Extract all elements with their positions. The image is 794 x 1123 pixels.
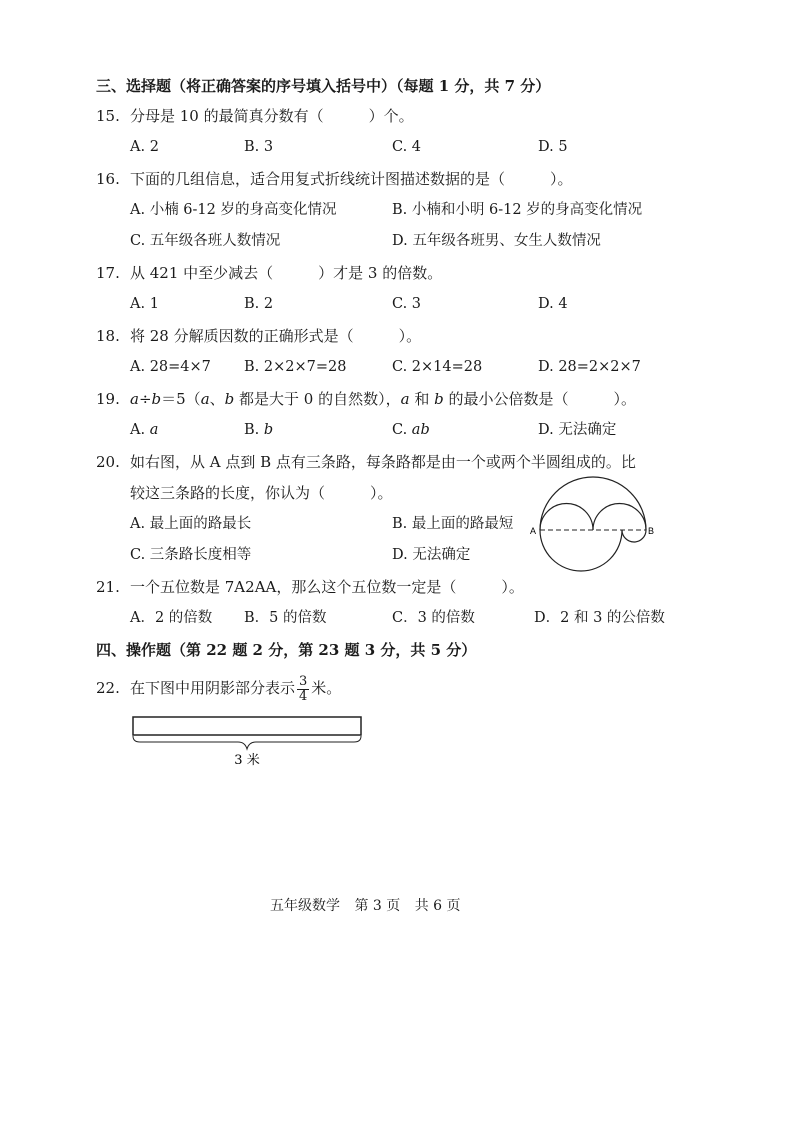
bar-rectangle xyxy=(133,717,361,735)
question-number: 15. xyxy=(96,107,120,125)
var-a: a xyxy=(130,390,139,408)
upper-small-semicircle-right xyxy=(593,504,646,531)
section-4-title: 四、操作题（第 22 题 2 分，第 23 题 3 分，共 5 分） xyxy=(96,641,477,659)
option-var: ab xyxy=(411,422,430,438)
var-b: b xyxy=(434,390,444,408)
question-text: 下面的几组信息，适合用复式折线统计图描述数据的是（ ）。 xyxy=(130,170,573,188)
bar-length-label: 3 米 xyxy=(234,753,260,768)
separator: 、 xyxy=(209,390,225,408)
question-20-line2: 较这三条路的长度，你认为（ ）。 xyxy=(130,484,393,502)
point-b-label: B xyxy=(648,526,655,536)
var-a: a xyxy=(400,390,410,408)
question-21 xyxy=(96,577,524,597)
question-number: 21. xyxy=(96,578,120,596)
option-letter: C. xyxy=(392,422,412,438)
q15-option-d: D. 5 xyxy=(538,139,568,155)
section-3-title: 三、选择题（将正确答案的序号填入括号中）（每题 1 分，共 7 分） xyxy=(96,77,551,95)
question-text-part3: 的最小公倍数是（ ）。 xyxy=(443,390,637,408)
q15-option-a: A. 2 xyxy=(130,139,159,155)
semicircle-paths-figure xyxy=(528,472,662,574)
q17-option-b: B. 2 xyxy=(244,296,274,312)
q17-option-d: D. 4 xyxy=(538,296,568,312)
footer-subject: 五年级数学 xyxy=(270,898,340,914)
question-text-after: 米。 xyxy=(311,679,342,697)
question-number: 22. xyxy=(96,679,120,697)
conjunction: 和 xyxy=(409,390,435,408)
q15-option-b: B. 3 xyxy=(244,139,274,155)
var-a: a xyxy=(200,390,210,408)
q16-option-c: C. 五年级各班人数情况 xyxy=(130,233,281,249)
fraction-numerator: 3 xyxy=(299,673,308,689)
page-footer xyxy=(270,896,471,916)
question-number: 20. xyxy=(96,453,120,471)
question-15 xyxy=(96,106,414,126)
q20-option-d: D. 无法确定 xyxy=(392,547,471,563)
q16-option-a: A. 小楠 6-12 岁的身高变化情况 xyxy=(130,202,337,218)
q18-option-c: C. 2×14=28 xyxy=(392,359,483,375)
question-text-before: 在下图中用阴影部分表示 xyxy=(130,679,296,697)
q15-option-c: C. 4 xyxy=(392,139,422,155)
q18-option-b: B. 2×2×7=28 xyxy=(244,359,347,375)
var-b: b xyxy=(151,390,162,408)
question-text: 将 28 分解质因数的正确形式是（ ）。 xyxy=(130,327,422,345)
q20-option-c: C. 三条路长度相等 xyxy=(130,547,252,563)
q21-option-b: B．5 的倍数 xyxy=(244,610,327,626)
question-22 xyxy=(96,674,341,704)
option-letter: B. xyxy=(244,422,264,438)
q19-option-b xyxy=(244,420,273,440)
q17-option-a: A. 1 xyxy=(130,296,159,312)
q18-option-d: D. 28=2×2×7 xyxy=(538,359,641,375)
upper-large-semicircle xyxy=(540,477,646,530)
var-b: b xyxy=(224,390,235,408)
fraction-denominator: 4 xyxy=(299,688,308,704)
question-number: 18. xyxy=(96,327,120,345)
q19-option-c xyxy=(392,420,430,440)
q21-option-c: C．3 的倍数 xyxy=(392,610,475,626)
q20-option-a: A. 最上面的路最长 xyxy=(130,516,252,532)
question-text: 一个五位数是 7A2AA，那么这个五位数一定是（ ）。 xyxy=(130,578,524,596)
question-18 xyxy=(96,326,421,346)
q19-option-d: D. 无法确定 xyxy=(538,422,617,438)
question-number: 17. xyxy=(96,264,120,282)
question-text-part2: 都是大于 0 的自然数）， xyxy=(234,390,401,408)
footer-page: 第 3 页 xyxy=(354,898,401,914)
question-17 xyxy=(96,263,442,283)
question-19 xyxy=(96,389,636,409)
q21-option-d: D．2 和 3 的公倍数 xyxy=(534,610,665,626)
lower-small-semicircle xyxy=(622,530,646,542)
brace xyxy=(133,736,361,749)
question-text: 分母是 10 的最简真分数有（ ）个。 xyxy=(130,107,414,125)
question-16 xyxy=(96,169,573,189)
lower-large-semicircle xyxy=(540,530,622,571)
question-20 xyxy=(96,452,636,472)
q16-option-d: D. 五年级各班男、女生人数情况 xyxy=(392,233,601,249)
divide-sign: ÷ xyxy=(138,390,152,408)
option-var: b xyxy=(263,422,274,438)
question-text: 从 421 中至少减去（ ）才是 3 的倍数。 xyxy=(130,264,443,282)
fraction-three-quarters xyxy=(297,675,309,704)
upper-small-semicircle-left xyxy=(540,504,593,531)
option-letter: A. xyxy=(130,422,150,438)
question-text-part1: ＝5（ xyxy=(161,390,201,408)
option-var: a xyxy=(149,422,159,438)
q17-option-c: C. 3 xyxy=(392,296,422,312)
q21-option-a: A．2 的倍数 xyxy=(130,610,213,626)
three-meter-bar-figure xyxy=(128,712,368,772)
question-text-line1: 如右图，从 A 点到 B 点有三条路，每条路都是由一个或两个半圆组成的。比 xyxy=(130,453,636,471)
footer-total: 共 6 页 xyxy=(414,898,461,914)
q19-option-a xyxy=(130,420,158,440)
q16-option-b: B. 小楠和小明 6-12 岁的身高变化情况 xyxy=(392,202,643,218)
question-number: 19. xyxy=(96,390,120,408)
point-a-label: A xyxy=(530,526,537,536)
question-number: 16. xyxy=(96,170,120,188)
q20-option-b: B. 最上面的路最短 xyxy=(392,516,514,532)
q18-option-a: A. 28=4×7 xyxy=(130,359,211,375)
